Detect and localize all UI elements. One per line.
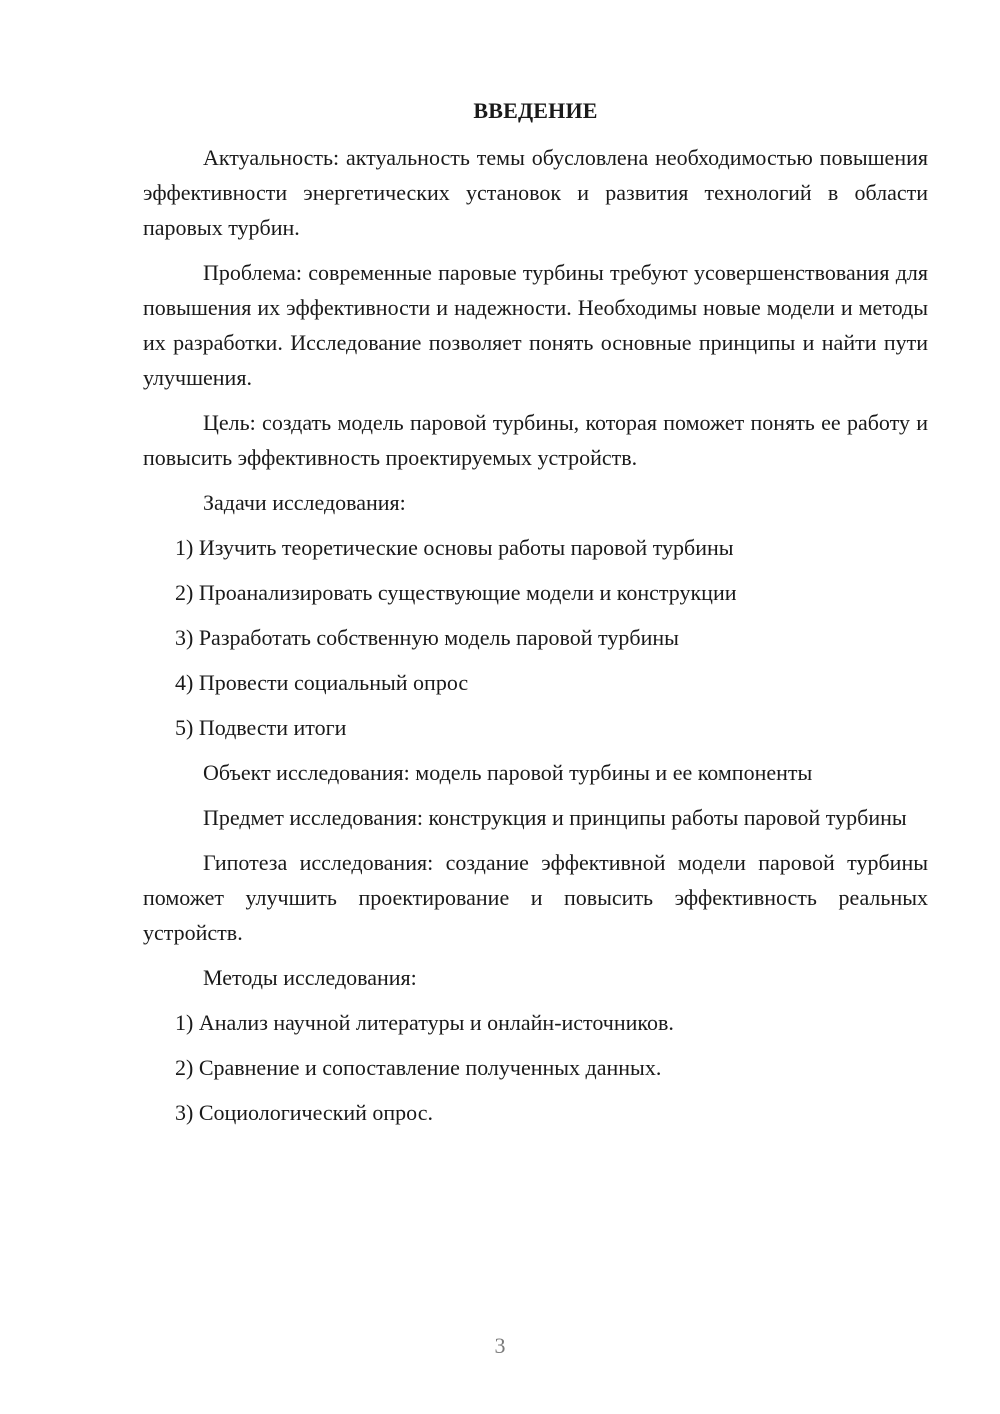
hypothesis-paragraph: Гипотеза исследования: создание эффективной модели паровой турбины поможет улучшить проектирование и повысить эффективность реальных устройств. [143, 850, 928, 945]
list-item: 2) Проанализировать существующие модели и конструкции [175, 580, 737, 605]
list-item: 5) Подвести итоги [175, 715, 347, 740]
methods-heading: Методы исследования: [203, 965, 417, 990]
tasks-heading: Задачи исследования: [203, 490, 406, 515]
page-number: 3 [494, 1333, 506, 1358]
section-title: ВВЕДЕНИЕ [473, 98, 598, 123]
list-item: 2) Сравнение и сопоставление полученных данных. [175, 1055, 662, 1080]
document-page [143, 96, 928, 1140]
list-item: 3) Социологический опрос. [175, 1100, 433, 1125]
relevance-paragraph: Актуальность: актуальность темы обусловлена необходимостью повышения эффективности энергетических установок и развития технологий в области паровых турбин. [143, 145, 928, 240]
subject-paragraph: Предмет исследования: конструкция и принципы работы паровой турбины [203, 805, 907, 830]
list-item: 1) Анализ научной литературы и онлайн-источников. [175, 1010, 674, 1035]
list-item: 4) Провести социальный опрос [175, 670, 469, 695]
list-item: 1) Изучить теоретические основы работы паровой турбины [175, 535, 734, 560]
methods-list [143, 1005, 928, 1130]
object-paragraph: Объект исследования: модель паровой турбины и ее компоненты [203, 760, 813, 785]
list-item: 3) Разработать собственную модель паровой турбины [175, 625, 679, 650]
goal-paragraph: Цель: создать модель паровой турбины, которая поможет понять ее работу и повысить эффективность проектируемых устройств. [143, 410, 928, 470]
tasks-list [143, 530, 928, 745]
problem-paragraph: Проблема: современные паровые турбины требуют усовершенствования для повышения их эффективности и надежности. Необходимы новые модели и методы их разработки. Исследование позволяет понять основные принципы и найти пути улучшения. [143, 260, 928, 390]
